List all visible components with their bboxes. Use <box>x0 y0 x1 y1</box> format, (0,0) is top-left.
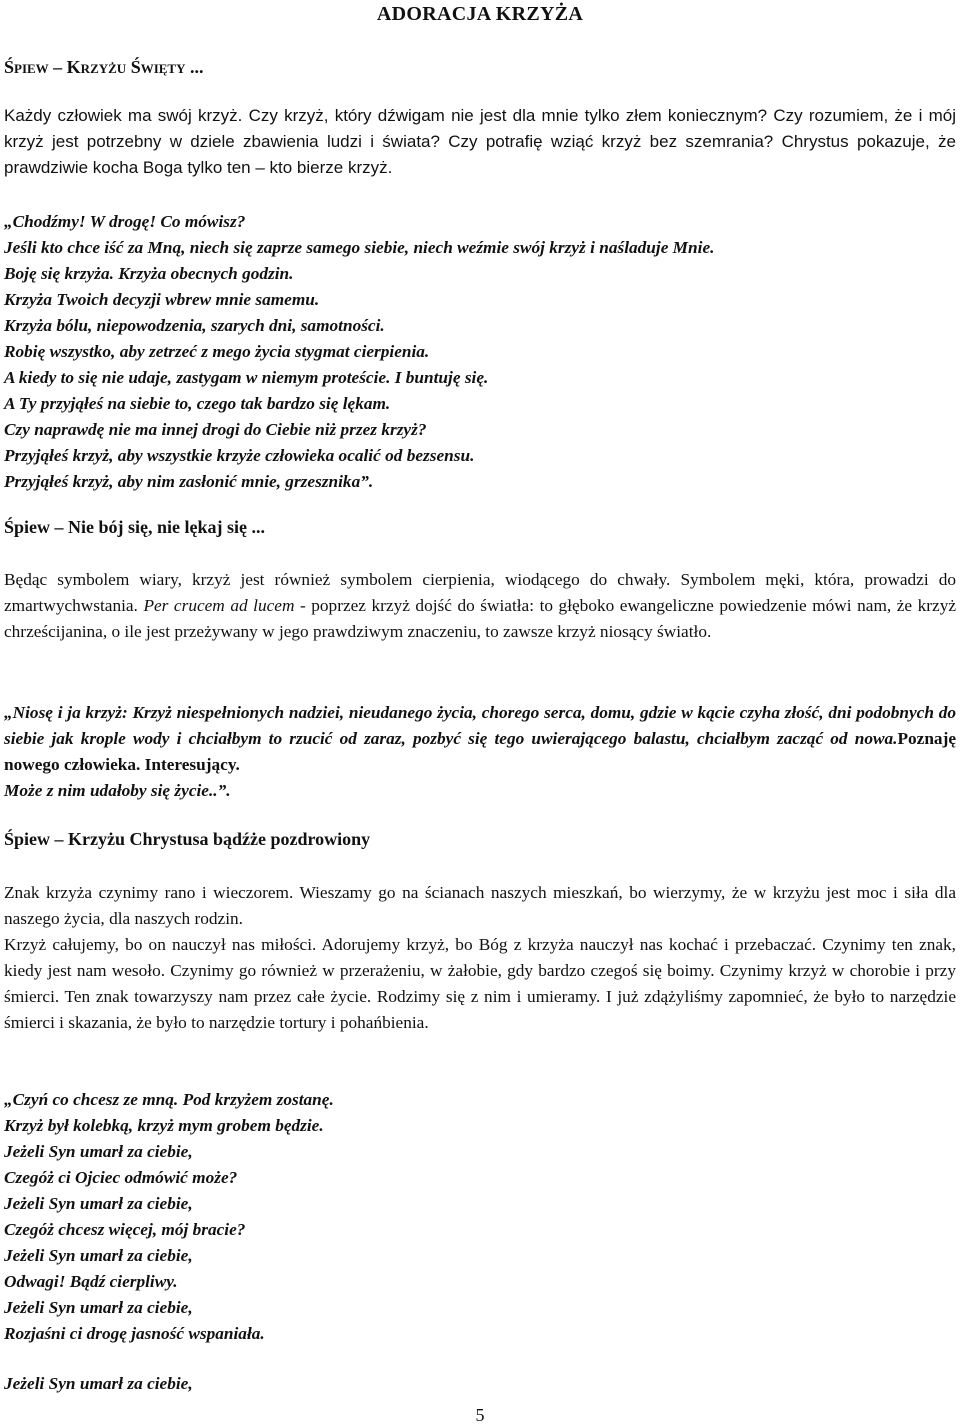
poem-1-line: A kiedy to się nie udaje, zastygam w niemym proteście. I buntuję się. <box>4 368 489 387</box>
poem-2-line: Jeżeli Syn umarł za ciebie, <box>4 1142 193 1161</box>
intro-paragraph: Każdy człowiek ma swój krzyż. Czy krzyż, który dźwigam nie jest dla mnie tylko złem koniecznym? Czy rozumiem, że i mój krzyż jest potrzebny w dziele zbawienia ludzi i świata? Czy potrafię wziąć krzyż bez szemrania? Chrystus pokazuje, że prawdziwie kocha Boga tylko ten – kto bierze krzyż. <box>4 106 956 177</box>
poem-1-line: Przyjąłeś krzyż, aby wszystkie krzyże człowieka ocalić od bezsensu. <box>4 446 475 465</box>
paragraph-text: Poznaję nowego człowieka. Interesujący. <box>4 729 956 774</box>
song-heading-1: Śpiew – Krzyżu Święty ... <box>4 57 204 77</box>
poem-2-line: „Czyń co chcesz ze mną. Pod krzyżem zostanę. <box>4 1090 334 1109</box>
poem-1 <box>4 209 956 495</box>
paragraph-text: Może z nim udałoby się życie..”. <box>4 781 231 800</box>
latin-phrase: Per crucem ad lucem <box>143 596 295 615</box>
poem-1-line: A Ty przyjąłeś na siebie to, czego tak bardzo się lękam. <box>4 394 391 413</box>
paragraph-krzyz-calujemy: Krzyż całujemy, bo on nauczył nas miłości. Adorujemy krzyż, bo Bóg z krzyża nauczył nas kochać i przebaczać. Czynimy ten znak, kiedy jest nam wesoło. Czynimy go również w przerażeniu, w żałobie, gdy bardzo czegoś się boimy. Czynimy krzyż w chorobie i przy śmierci. Ten znak towarzyszy nam przez całe życie. Rodzimy się z nim i umieramy. I już zdążyliśmy zapomnieć, że było to narzędzie śmierci i skazania, że było to narzędzie tortury i pohańbienia. <box>4 935 956 1032</box>
poem-2-line: Czegóż ci Ojciec odmówić może? <box>4 1168 238 1187</box>
poem-1-line: Boję się krzyża. Krzyża obecnych godzin. <box>4 264 294 283</box>
poem-2-line: Jeżeli Syn umarł za ciebie, <box>4 1194 193 1213</box>
poem-2-line: Jeżeli Syn umarł za ciebie, <box>4 1246 193 1265</box>
poem-2-line: Krzyż był kolebką, krzyż mym grobem będzie. <box>4 1116 324 1135</box>
paragraph-znak-krzyza: Znak krzyża czynimy rano i wieczorem. Wieszamy go na ścianach naszych mieszkań, bo wierzymy, że w krzyżu jest moc i siła dla naszego życia, dla naszych rodzin. <box>4 883 956 928</box>
poem-2 <box>4 1087 956 1347</box>
poem-1-line: Krzyża Twoich decyzji wbrew mnie samemu. <box>4 290 320 309</box>
poem-1-line: „Chodźmy! W drogę! Co mówisz? <box>4 212 246 231</box>
poem-1-line: Jeśli kto chce iść za Mną, niech się zaprze samego siebie, niech weźmie swój krzyż i naśladuje Mnie. <box>4 238 715 257</box>
song-heading-2: Śpiew – Nie bój się, nie lękaj się ... <box>4 517 265 537</box>
document-title: ADORACJA KRZYŻA <box>376 3 584 25</box>
paragraph-per-crucem <box>4 567 956 645</box>
paragraph-niose-krzyz <box>4 700 956 804</box>
poem-1-line: Robię wszystko, aby zetrzeć z mego życia stygmat cierpienia. <box>4 342 430 361</box>
paragraph-text: Będąc symbolem wiary, krzyż jest również symbolem cierpienia, wiodącego do chwały. Symbolem męki, która, prowadzi do zmartwychwstania. <box>4 570 956 615</box>
poem-2-line: Jeżeli Syn umarł za ciebie, <box>4 1298 193 1317</box>
closing-line: Jeżeli Syn umarł za ciebie, <box>4 1374 193 1393</box>
poem-2-line: Czegóż chcesz więcej, mój bracie? <box>4 1220 246 1239</box>
page-number: 5 <box>475 1405 485 1425</box>
poem-2-line: Rozjaśni ci drogę jasność wspaniała. <box>4 1324 265 1343</box>
poem-1-line: Krzyża bólu, niepowodzenia, szarych dni, samotności. <box>4 316 385 335</box>
paragraph-text: „Niosę i ja krzyż: Krzyż niespełnionych nadziei, nieudanego życia, chorego serca, domu, gdzie w kącie czyha złość, dni podobnych do siebie jak krople wody i chciałbym to rzucić od zaraz, pozbyć się tego uwierającego balastu, chciałbym zacząć od nowa. <box>4 703 956 748</box>
paragraph-text: - poprzez krzyż dojść do światła: to głęboko ewangeliczne powiedzenie mówi nam, że krzyż chrześcijanina, o ile jest przeżywany w jego prawdziwym znaczeniu, to zawsze krzyż niosący światło. <box>4 596 957 641</box>
poem-1-line: Przyjąłeś krzyż, aby nim zasłonić mnie, grzesznika”. <box>4 472 374 491</box>
poem-1-line: Czy naprawdę nie ma innej drogi do Ciebie niż przez krzyż? <box>4 420 427 439</box>
poem-2-line: Odwagi! Bądź cierpliwy. <box>4 1272 178 1291</box>
song-heading-3: Śpiew – Krzyżu Chrystusa bądźże pozdrowiony <box>4 829 371 849</box>
